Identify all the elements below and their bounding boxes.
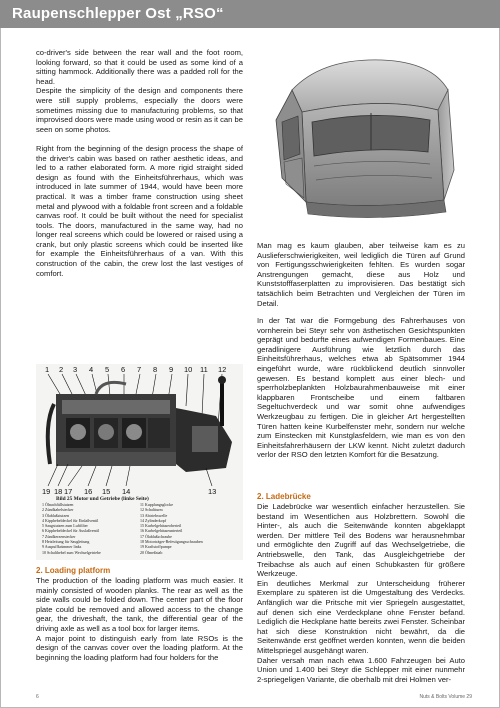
engine-bottom-number: 13 [208,487,217,496]
engine-top-number: 2 [59,365,64,374]
engine-top-number: 4 [89,365,94,374]
right-paragraph-5: Daher versah man nach etwa 1.600 Fahrzeugen bei Auto Union und 1.400 bei Steyr die Schlepper mit einer nunmehr 2-spriegeligen Variante, die oberhalb mit drei Holmen ver- [257,655,465,684]
engine-top-number: 10 [184,365,193,374]
legend-entry: 16 Kurbelgehäuseunterteil [140,528,183,534]
page-number: 6 [36,694,39,700]
right-paragraph-1-block [257,241,465,308]
legend-entry: 17 Ölablaßschraube [140,533,172,539]
legend-entry: 7 Zündkerzenstecker [42,533,76,539]
legend-entry: 14 Zylinderkopf [140,517,167,523]
legend-entry: 4 Kipphebeldeckel für Einlaßventil [42,517,99,523]
engine-figure-caption: Bild 25 Motor und Getriebe (linke Seite) [56,496,149,502]
legend-entry: 2 Zündkabelstecker [42,507,74,513]
legend-entry: 9 Auspuffkrümmer links [42,544,82,550]
right-section-ladebruecke [257,492,465,684]
engine-bottom-number: 14 [122,487,131,496]
engine-legend-left [42,502,132,555]
right-paragraph-4: Ein deutliches Merkmal zur Unterscheidung früherer Exemplare zu späteren ist die Umgestaltung des Verdecks. Anfänglich war die Pritsche mit vier Spriegeln ausgestattet, auf denen sich eine Verdeckplane ohne Fenster befand. Lediglich die Heckplane hatte bereits zwei Fenster. Scheinbar hat sich diese Konstruktion nicht bewährt, da die Seitenwände erst geöffnet werden konnten, wenn die beiden Mittelspriegel ausgehängt waren. [257,578,465,655]
legend-entry: 13 Abtriebswelle [140,512,168,518]
section-heading-loading-platform: 2. Loading platform [36,566,111,575]
engine-top-number: 9 [169,365,174,374]
engine-legend-right [140,502,230,555]
loading-platform-paragraph-2: A major point to distinguish early from late RSOs is the design of the canvas cover over the loading platform. At the beginning the loading platform had four holders for the [36,633,243,662]
right-paragraph-2-block [257,316,465,460]
section-heading-ladebruecke: 2. Ladebrücke [257,492,311,501]
legend-entry: 20 Ölmeßstab [140,549,163,555]
engine-top-number: 6 [121,365,126,374]
page-title: Raupenschlepper Ost „RSO“ [12,5,224,22]
publication-name: Nuts & Bolts Volume 29 [419,694,472,700]
left-column-text [36,48,243,278]
legend-entry: 15 Kurbelgehäuseoberteil [140,523,182,529]
legend-entry: 19 Kraftstoffpumpe [140,544,172,550]
engine-top-number: 11 [200,365,208,374]
engine-number-labels [36,364,243,496]
left-paragraph-3: Right from the beginning of the design process the shape of the driver's cabin was based on rather aesthetic ideas, and led to a rather elaborated form. A more rigid straight sided design as found with the Einheitsführerhaus, which was introduced in late summer of 1944, would have been more practical. It was a timber frame construction using sheet metal and plywood with a foldable front screen and a foldable canvas roof. It could be built without the need for specialist tools. The doors, manufactured in the same way, had no longer real screens which could be lowered or raised using a crank, but only plastic screens which could be inserted like for example the Einheitsführerhaus of a van. With this construction of the cabin, the crew lost the last vestiges of comfort. [36,143,243,278]
engine-bottom-number: 19 [42,487,51,496]
engine-top-number: 3 [73,365,78,374]
legend-entry: 11 Kupplungsglocke [140,502,174,507]
legend-entry: 12 Schaltturm [140,507,163,513]
left-paragraph-2: Despite the simplicity of the design and components there were still supply problems, especially the doors were sometimes missing due to manufacturing problems, so that improvised doors were made using wood or resin as it can be seen on some photos. [36,86,243,134]
right-paragraph-2: In der Tat war die Formgebung des Fahrerhauses von vornherein bei Steyr sehr von ästhetischen Gesichtspunkten geprägt und bedurfte eines aufwendigen Formenbaues. Eine geradlinigere Ausführung wie letztlich durch das Einheitsführerhaus, welches etwa ab Spätsommer 1944 eingeführt wurde, wäre rückblickend deutlich sinnvoller gewesen. Es bestand komplett aus einer blech- und sperrholzbeplankten Holzbaurahmenbauweise mit einer klappbaren Frontscheibe und einem faltbaren Segeltuchverdeck und war somit ohne aufwendiges Werkzeugbau zu fertigen. Die in gleicher Art hergestellten Türen hatten keine Kurbelfenster mehr, sondern nur welche zum Einstecken mit Kunstglasfeldern, wie man es von den Einheitsfahrerhäusern der LKW kennt. Nicht zuletzt dadurch verlor der RSO den letzten Komfort für die Besatzung. [257,316,465,460]
legend-entry: 10 Schalthebel zum Wechselgetriebe [42,549,101,555]
engine-top-number: 7 [137,365,142,374]
engine-top-number: 12 [218,365,227,374]
left-paragraph-1: co-driver's side between the rear wall and the foot room, looking forward, so that it could be used as some kind of a sitting hammock. Additionally there was a padded roll for the head. [36,48,243,86]
loading-platform-section [36,566,243,662]
header-bar [0,0,500,28]
engine-bottom-number: 16 [84,487,93,496]
engine-bottom-number: 18 [54,487,63,496]
legend-entry: 3 Ölablaßstutzen [42,512,69,518]
engine-bottom-number: 15 [102,487,111,496]
engine-top-number: 8 [153,365,158,374]
legend-entry: 5 Saugstutzen zum Luftfilter [42,523,88,529]
cab-drawing [262,50,460,230]
loading-platform-paragraph-1: The production of the loading platform was much easier. It mainly consisted of wooden planks. The rear as well as the side walls could be folded down. The center part of the floor plate could be removed and allowed access to the change gear, the driveshaft, the tank, the differential gear of the driving axle as well as a tool box for larger items. [36,576,243,633]
legend-entry: 8 Heizleitung für Saugleitung [42,539,90,545]
engine-top-number: 1 [45,365,50,374]
right-paragraph-3: Die Ladebrücke war wesentlich einfacher herzustellen. Sie bestand im Wesentlichen aus Holzbrettern. Sowohl die Hinter-, als auch die Seitenwände konnten abgeklappt werden. Der mittlere Teil des Bodens war herausnehmbar und ermöglichte den Zugriff auf das Wechselgetriebe, die Antriebswelle, den Tank, das Ausgleichgetriebe der Treibachse als auch auf einen Schubkasten für größere Werkzeuge. [257,502,465,579]
engine-top-number: 5 [105,365,110,374]
cab-illustration [262,50,460,230]
right-paragraph-1: Man mag es kaum glauben, aber teilweise kam es zu Auslieferschwierigkeiten, weil lediglich die Türen auf Grund von Fertigungsschwierigkeiten fehlten. Es wurden sogar Anstrengungen gemacht, diese aus Holz und Kunststofffaserplatten zu improvisieren. Das bestätigt sich tatsächlich beim Betrachten und Vergleichen der Türen im Detail. [257,241,465,308]
legend-entry: 1 Ölnachfüllstutzen [42,502,74,507]
engine-bottom-number: 17 [64,487,73,496]
legend-entry: 18 Motorträger-Befestigungsschrauben [140,539,203,545]
legend-entry: 6 Kipphebeldeckel für Auslaßventil [42,528,99,534]
